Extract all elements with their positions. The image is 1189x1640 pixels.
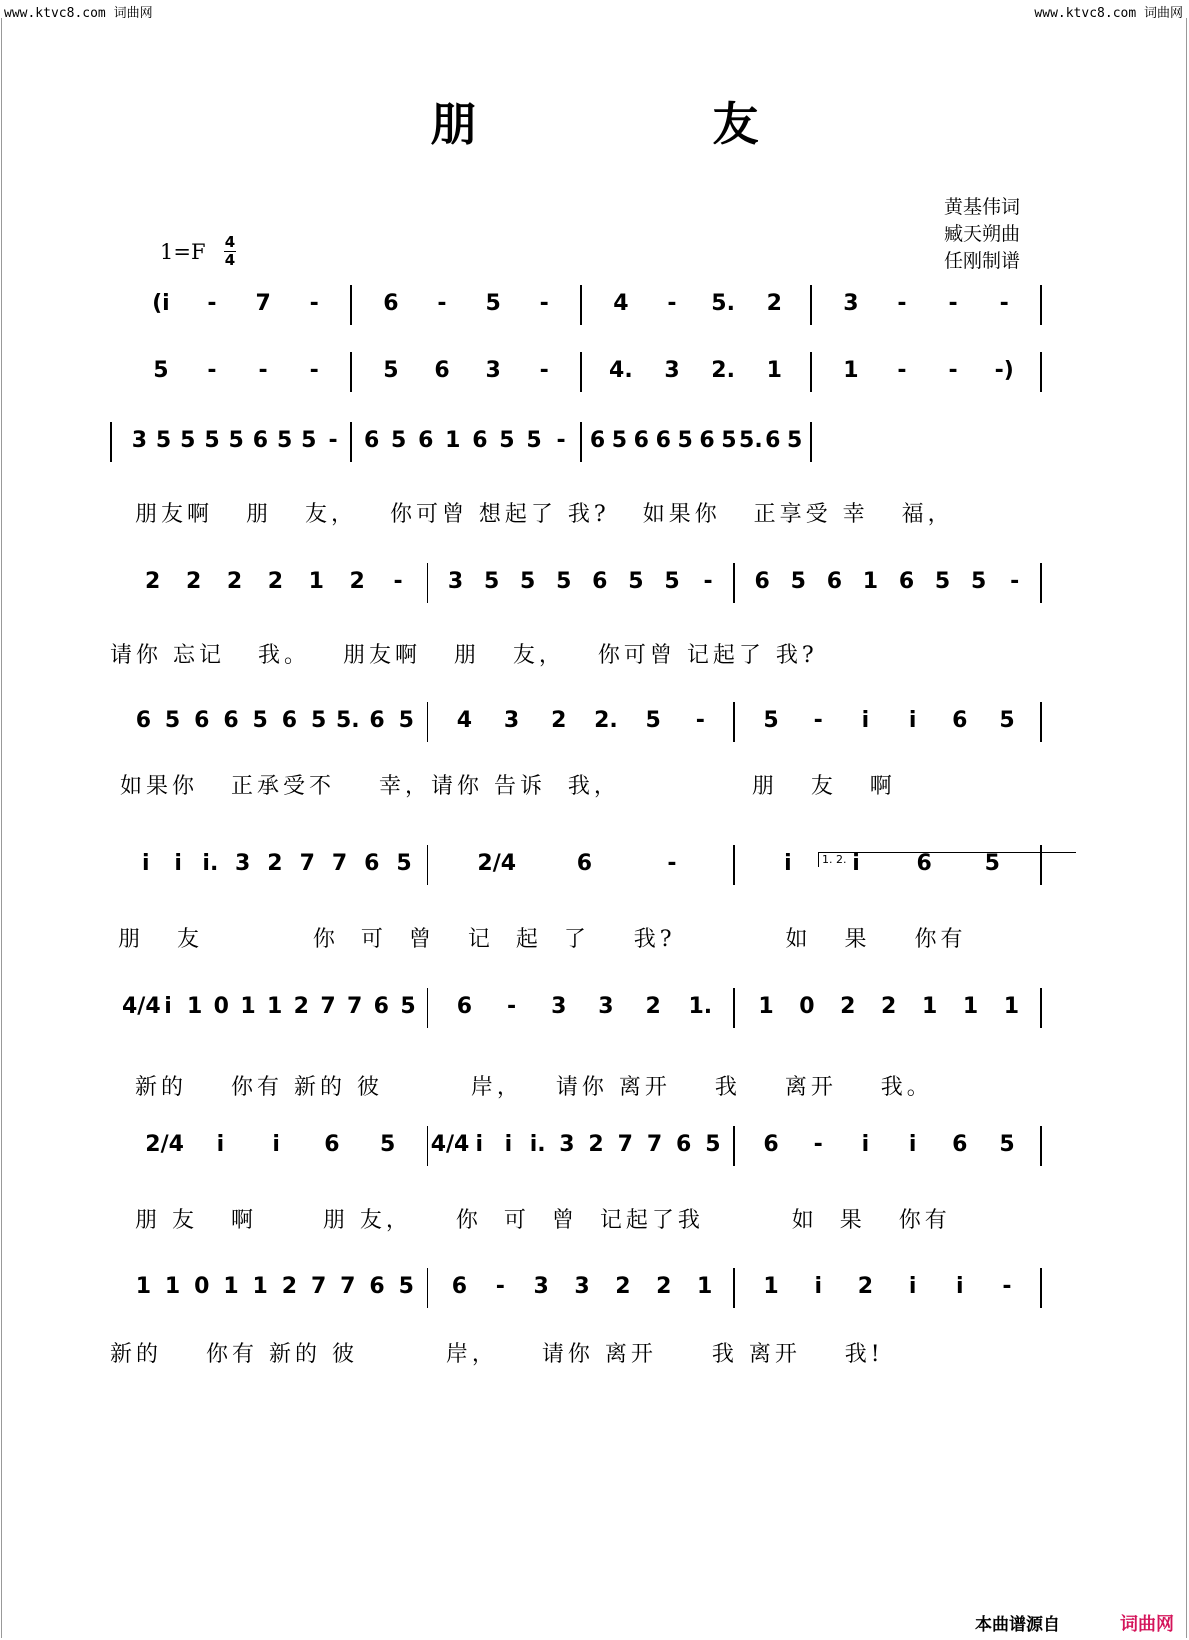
note: 1: [445, 428, 461, 453]
transcriber-credit: 任刚制谱: [944, 250, 1021, 272]
note: 2: [615, 1274, 631, 1299]
note: 3: [503, 708, 520, 733]
barline: [350, 285, 352, 325]
note: (i: [152, 291, 170, 316]
note: 5.: [739, 428, 763, 453]
barline: [733, 988, 735, 1028]
note: 6: [418, 428, 434, 453]
note: 5: [153, 358, 169, 383]
note: 3: [574, 1274, 590, 1299]
lyric-line-1: 朋友啊 朋 友， 你可曾 想起了 我? 如果你 正享受 幸 福，: [135, 502, 954, 527]
barline: [580, 285, 582, 325]
note: 5: [971, 569, 987, 594]
note: 1: [223, 1274, 239, 1299]
composer-credit: 臧天朔曲: [944, 223, 1021, 245]
note: i: [164, 994, 172, 1019]
note: -: [539, 358, 549, 383]
note: 5: [204, 428, 220, 453]
music-line: [110, 422, 1080, 462]
barline: [1040, 1126, 1042, 1166]
barline: [1040, 352, 1042, 392]
barline: [350, 422, 352, 462]
note: 5: [164, 708, 181, 733]
note: i: [908, 708, 917, 733]
note: 2/4: [145, 1132, 184, 1157]
note: -: [437, 291, 447, 316]
time-signature: 4 4: [224, 233, 236, 269]
note: 7: [331, 851, 348, 876]
note: 1: [843, 358, 859, 383]
note: 2: [267, 851, 283, 876]
barline: [350, 352, 352, 392]
note: 6: [592, 569, 608, 594]
note: 1: [308, 569, 324, 594]
note: 1: [252, 1274, 268, 1299]
note: 5: [483, 569, 500, 594]
note: 6: [383, 291, 399, 316]
barline: [427, 1268, 429, 1308]
note: 2: [293, 994, 309, 1019]
note: 5: [391, 428, 407, 453]
lyric-line-4: 朋 友 你 可 曾 记 起 了 我? 如 果 你有: [118, 927, 967, 952]
barline: [733, 845, 735, 885]
note: 5: [398, 1274, 414, 1299]
note: 4: [613, 291, 629, 316]
note: 5: [310, 708, 327, 733]
note: i: [504, 1132, 513, 1157]
barline: [427, 563, 429, 603]
note: 7: [646, 1132, 663, 1157]
barline: [1040, 702, 1042, 742]
note: 3: [598, 994, 614, 1019]
note: 5: [155, 428, 172, 453]
note: 7: [299, 851, 315, 876]
note: 5: [400, 994, 416, 1019]
note: 3: [559, 1132, 575, 1157]
note: 2: [588, 1132, 604, 1157]
note: 5: [556, 569, 572, 594]
note: i: [142, 851, 150, 876]
note: 3: [664, 358, 680, 383]
note: -: [999, 291, 1009, 316]
note: -: [539, 291, 549, 316]
note: 5.: [335, 708, 360, 733]
note: 2: [145, 569, 161, 594]
note: 5: [677, 428, 693, 453]
music-line: [110, 1126, 1080, 1166]
note: 2: [281, 1274, 298, 1299]
note: 5: [664, 569, 680, 594]
barline: [810, 352, 812, 392]
barline: [733, 1268, 735, 1308]
note: 5: [252, 708, 268, 733]
note: 6: [281, 708, 298, 733]
note: -: [948, 291, 958, 316]
music-line: [110, 285, 1080, 325]
note: 5: [398, 708, 414, 733]
note: 4.: [609, 358, 633, 383]
note: 2.: [711, 358, 735, 383]
note: 7: [347, 994, 363, 1019]
note: 5: [790, 569, 806, 594]
note: -: [667, 851, 677, 876]
note: 6: [826, 569, 842, 594]
note: i: [908, 1132, 917, 1157]
note: 3: [551, 994, 567, 1019]
note: -: [207, 358, 217, 383]
note: 5: [628, 569, 644, 594]
note: 6: [135, 708, 152, 733]
barline: [810, 422, 812, 462]
note: i: [216, 1132, 225, 1157]
volta-bracket: 1. 2.: [818, 852, 1076, 867]
note: -: [207, 291, 217, 316]
note: -: [556, 428, 566, 453]
note: -: [897, 358, 907, 383]
note: 6: [952, 1132, 968, 1157]
lyric-line-6: 朋 友 啊 朋 友， 你 可 曾 记起了我 如 果 你有: [135, 1208, 951, 1233]
music-line: [110, 702, 1080, 742]
note: 5: [611, 428, 628, 453]
note: 5: [526, 428, 542, 453]
lyric-line-3: 如果你 正承受不 幸，请你 告诉 我， 朋 友 啊: [120, 774, 896, 799]
barline: [733, 702, 735, 742]
music-line: [110, 1268, 1080, 1308]
site-watermark-right: www.ktvc8.com 词曲网: [1034, 6, 1183, 21]
barline: [733, 563, 735, 603]
barline: [1040, 563, 1042, 603]
note: -: [948, 358, 958, 383]
note: 5: [379, 1132, 396, 1157]
note: 5: [485, 291, 501, 316]
note: -: [667, 291, 677, 316]
barline: [810, 285, 812, 325]
barline: [733, 1126, 735, 1166]
note: 6: [916, 851, 932, 876]
song-title: 朋 友: [430, 97, 869, 151]
note: 5: [383, 358, 399, 383]
note: 6: [472, 428, 488, 453]
note: 1: [862, 569, 879, 594]
note: 6: [763, 1132, 779, 1157]
note: 6: [655, 428, 671, 453]
note: 2: [840, 994, 856, 1019]
note: 6: [898, 569, 915, 594]
note: 0: [799, 994, 815, 1019]
music-line: [110, 352, 1080, 392]
note: 7: [617, 1132, 633, 1157]
note: 6: [699, 428, 715, 453]
note: 1: [766, 358, 782, 383]
barline: [427, 988, 429, 1028]
note: 6: [363, 428, 380, 453]
note: 1: [135, 1274, 152, 1299]
note: i: [956, 1274, 964, 1299]
note: 1: [164, 1274, 181, 1299]
note: 5: [645, 708, 661, 733]
repeat-end-barline: [1040, 988, 1042, 1028]
note: 6: [451, 1274, 468, 1299]
note: 7: [320, 994, 336, 1019]
note: 6: [369, 708, 385, 733]
note: 6: [754, 569, 770, 594]
note: 1: [187, 994, 203, 1019]
barline: [580, 422, 582, 462]
note: -: [309, 291, 319, 316]
note: i: [861, 708, 870, 733]
site-logo: 词曲网: [1120, 1614, 1174, 1635]
note: i: [814, 1274, 823, 1299]
note: 5: [763, 708, 779, 733]
note: 3: [235, 851, 251, 876]
note: 2: [857, 1274, 874, 1299]
note: -: [258, 358, 268, 383]
note: 7: [255, 291, 271, 316]
key-signature: 1=F: [160, 240, 206, 264]
barline: [427, 702, 429, 742]
note: 5: [999, 708, 1015, 733]
note: i: [475, 1132, 484, 1157]
note: 4/4: [122, 994, 161, 1019]
note: 0: [213, 994, 229, 1019]
note: 5: [705, 1132, 721, 1157]
final-barline: [1040, 1268, 1042, 1308]
note: 6: [676, 1132, 692, 1157]
note: 2: [349, 569, 365, 594]
note: 5: [499, 428, 515, 453]
note: -: [1010, 569, 1020, 594]
note: 2: [185, 569, 202, 594]
note: 4/4: [430, 1132, 470, 1157]
note: 2.: [594, 708, 618, 733]
music-line: [110, 563, 1080, 603]
note: i: [784, 851, 792, 876]
note: 5: [721, 428, 737, 453]
note: -: [495, 1274, 505, 1299]
barline: [1040, 285, 1042, 325]
note: -: [813, 1132, 823, 1157]
note: 5: [787, 428, 803, 453]
note: 2: [656, 1274, 672, 1299]
note: 5: [520, 569, 536, 594]
note: 6: [633, 428, 649, 453]
note: 5: [301, 428, 317, 453]
lyric-line-5: 新的 你有 新的 彼 岸， 请你 离开 我 离开 我。: [135, 1075, 933, 1100]
note: 1: [763, 1274, 779, 1299]
barline: [427, 845, 429, 885]
note: 6: [373, 994, 389, 1019]
note: 1: [758, 994, 774, 1019]
note: 3: [447, 569, 464, 594]
note: -: [393, 569, 403, 594]
lyricist-credit: 黄基伟词: [944, 196, 1021, 218]
note: 1: [697, 1274, 713, 1299]
note: -: [897, 291, 907, 316]
note: -: [703, 569, 713, 594]
note: 6: [364, 851, 380, 876]
note: -): [994, 358, 1014, 383]
note: 6: [324, 1132, 340, 1157]
note: 6: [369, 1274, 385, 1299]
note: 6: [765, 428, 781, 453]
note: i.: [202, 851, 219, 876]
note: 4: [456, 708, 473, 733]
note: i: [908, 1274, 917, 1299]
note: -: [507, 994, 517, 1019]
note: -: [695, 708, 705, 733]
lyric-line-7: 新的 你有 新的 彼 岸， 请你 离开 我 离开 我!: [110, 1342, 884, 1367]
note: 2/4: [477, 851, 517, 876]
note: i: [272, 1132, 280, 1157]
note: 5.: [711, 291, 735, 316]
note: 6: [576, 851, 593, 876]
note: 5: [228, 428, 244, 453]
note: 1: [921, 994, 938, 1019]
site-watermark-left: www.ktvc8.com 词曲网: [4, 6, 153, 21]
note: 2: [645, 994, 661, 1019]
credits: [944, 194, 1020, 275]
note: 0: [194, 1274, 210, 1299]
note: 3: [533, 1274, 549, 1299]
note: 5: [934, 569, 951, 594]
music-line: [110, 988, 1080, 1028]
note: 1: [962, 994, 979, 1019]
note: 1: [267, 994, 283, 1019]
note: i.: [529, 1132, 546, 1157]
note: -: [328, 428, 338, 453]
note: 2: [226, 569, 243, 594]
note: 5: [396, 851, 412, 876]
note: 5: [999, 1132, 1015, 1157]
note: 2: [766, 291, 782, 316]
note: 3: [131, 428, 148, 453]
note: 6: [434, 358, 450, 383]
note: 6: [952, 708, 968, 733]
note: 6: [456, 994, 473, 1019]
note: 1: [1003, 994, 1020, 1019]
note: i: [852, 851, 860, 876]
note: -: [309, 358, 319, 383]
repeat-start-barline: [110, 422, 112, 462]
note: 5: [276, 428, 293, 453]
note: 1: [240, 994, 256, 1019]
note: 7: [310, 1274, 327, 1299]
note: 2: [881, 994, 897, 1019]
note: 6: [252, 428, 269, 453]
note: 6: [589, 428, 606, 453]
note: 6: [194, 708, 210, 733]
note: 5: [180, 428, 196, 453]
barline: [427, 1126, 429, 1166]
note: 6: [223, 708, 239, 733]
note: -: [1002, 1274, 1012, 1299]
note: 1.: [688, 994, 713, 1019]
note: i: [174, 851, 182, 876]
note: 5: [984, 851, 1000, 876]
source-note: 本曲谱源自: [975, 1615, 1060, 1635]
note: 3: [843, 291, 859, 316]
note: 3: [485, 358, 501, 383]
note: 2: [267, 569, 284, 594]
barline: [580, 352, 582, 392]
note: i: [861, 1132, 870, 1157]
note: 2: [551, 708, 567, 733]
note: 7: [340, 1274, 356, 1299]
note: -: [813, 708, 823, 733]
lyric-line-2: 请你 忘记 我。 朋友啊 朋 友， 你可曾 记起了 我?: [110, 643, 818, 668]
